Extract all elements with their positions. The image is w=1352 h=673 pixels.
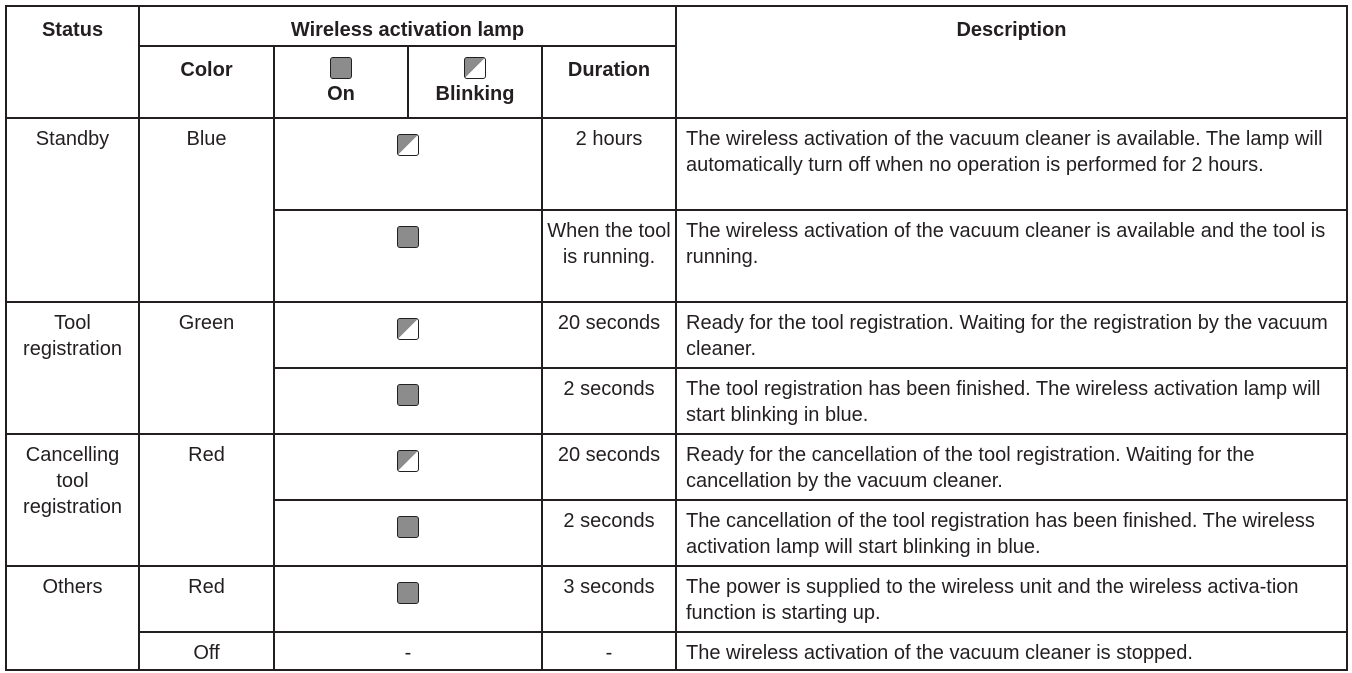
header-on-label: On	[327, 83, 355, 105]
color-cell: Blue	[139, 118, 274, 302]
lamp-on-icon	[397, 226, 419, 248]
table-row	[6, 118, 1347, 210]
duration-cell: 3 seconds	[542, 566, 676, 632]
lamp-cell	[274, 302, 542, 368]
lamp-on-icon	[397, 516, 419, 538]
header-blinking-label: Blinking	[435, 83, 515, 105]
lamp-on-icon	[397, 384, 419, 406]
header-duration: Duration	[542, 46, 676, 118]
status-cell: Cancelling tool registration	[6, 434, 139, 566]
table-row	[6, 302, 1347, 368]
description-cell: The wireless activation of the vacuum cleaner is available. The lamp will automatically turn off when no operation is performed for 2 hours.	[676, 118, 1347, 210]
lamp-blinking-icon	[397, 450, 419, 472]
table-row	[6, 434, 1347, 500]
header-color: Color	[139, 46, 274, 118]
status-cell: Standby	[6, 118, 139, 302]
table-row	[6, 566, 1347, 632]
color-cell: Green	[139, 302, 274, 434]
lamp-on-icon	[397, 582, 419, 604]
lamp-blinking-icon	[397, 318, 419, 340]
description-cell: The power is supplied to the wireless unit and the wireless activa-tion function is starting up.	[676, 566, 1347, 632]
duration-cell: When the tool is running.	[542, 210, 676, 302]
lamp-cell	[274, 434, 542, 500]
color-cell: Red	[139, 434, 274, 566]
lamp-cell	[274, 210, 542, 302]
lamp-cell: -	[274, 632, 542, 670]
lamp-cell	[274, 566, 542, 632]
status-cell: Tool registration	[6, 302, 139, 434]
table-row	[6, 632, 1347, 670]
lamp-status-table	[5, 5, 1348, 671]
duration-cell: 2 seconds	[542, 368, 676, 434]
description-cell: The wireless activation of the vacuum cleaner is available and the tool is running.	[676, 210, 1347, 302]
lamp-cell	[274, 118, 542, 210]
lamp-cell	[274, 368, 542, 434]
lamp-on-icon	[330, 57, 352, 79]
duration-cell: -	[542, 632, 676, 670]
description-cell: The wireless activation of the vacuum cleaner is stopped.	[676, 632, 1347, 670]
header-description: Description	[676, 6, 1347, 118]
duration-cell: 20 seconds	[542, 302, 676, 368]
header-blinking	[408, 46, 542, 118]
header-on	[274, 46, 408, 118]
description-cell: Ready for the cancellation of the tool registration. Waiting for the cancellation by the vacuum cleaner.	[676, 434, 1347, 500]
description-cell: The tool registration has been finished. The wireless activation lamp will start blinking in blue.	[676, 368, 1347, 434]
color-cell: Red	[139, 566, 274, 632]
lamp-cell	[274, 500, 542, 566]
header-wireless-lamp: Wireless activation lamp	[139, 6, 676, 46]
duration-cell: 2 hours	[542, 118, 676, 210]
lamp-blinking-icon	[397, 134, 419, 156]
description-cell: Ready for the tool registration. Waiting for the registration by the vacuum cleaner.	[676, 302, 1347, 368]
duration-cell: 2 seconds	[542, 500, 676, 566]
header-status: Status	[6, 6, 139, 118]
lamp-blinking-icon	[464, 57, 486, 79]
color-cell: Off	[139, 632, 274, 670]
description-cell: The cancellation of the tool registration has been finished. The wireless activation lamp will start blinking in blue.	[676, 500, 1347, 566]
duration-cell: 20 seconds	[542, 434, 676, 500]
status-cell: Others	[6, 566, 139, 670]
